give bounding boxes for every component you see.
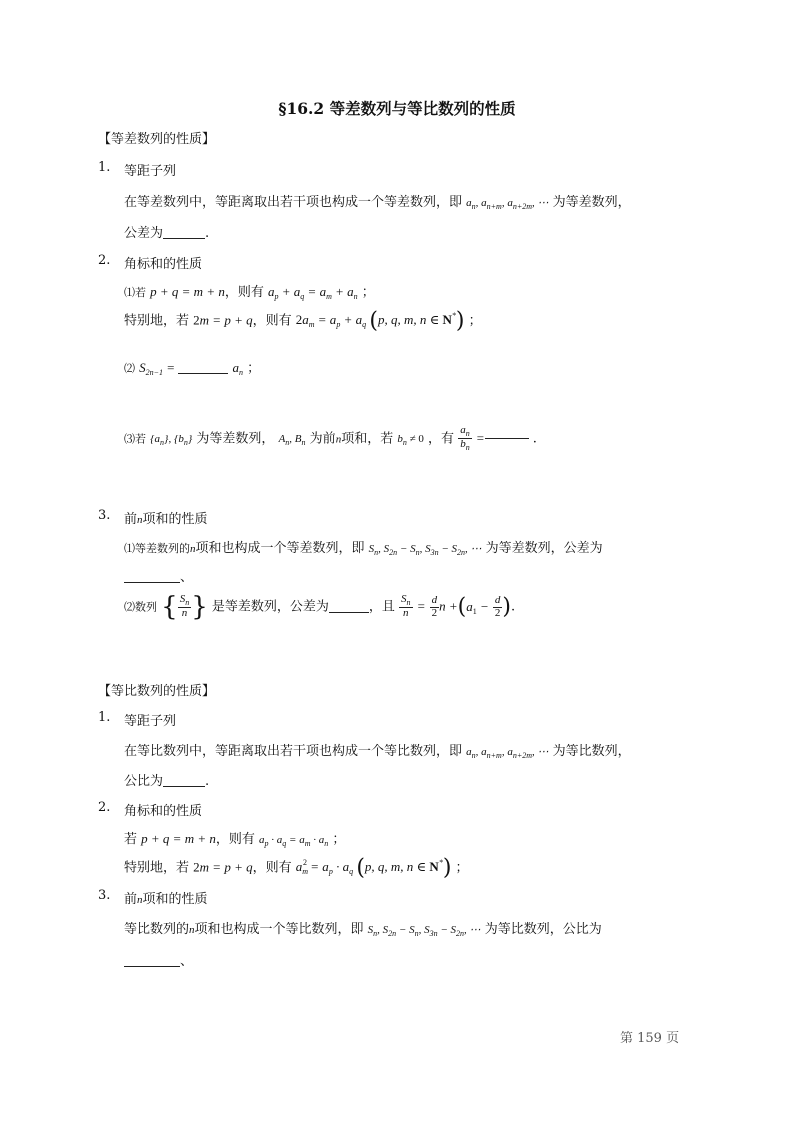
formula-subsequence: $a_n$, $a_{n+m}$, $a_{n+2m}$, ⋯ xyxy=(466,746,549,760)
formula-sums: $A_n$, $B_n$ xyxy=(278,433,306,448)
page-number: 第 159 页 xyxy=(620,1031,680,1046)
answer-blank xyxy=(329,600,369,613)
answer-blank xyxy=(124,954,180,967)
item-heading-partial-sum xyxy=(124,508,208,527)
answer-blank xyxy=(124,570,180,583)
text: ⑵ xyxy=(124,362,135,375)
text: ，则有 xyxy=(252,860,292,876)
text: ，则有 xyxy=(252,313,292,329)
text: ，则有 xyxy=(215,832,255,847)
formula-condition: 2m = p + q xyxy=(193,312,253,328)
text: 若 xyxy=(124,832,138,847)
text: ⑵数列 xyxy=(124,600,157,614)
fraction-sn-over-n: $\frac{S_n}{n}$ xyxy=(401,593,411,620)
answer-blank xyxy=(163,226,205,239)
formula-subsequence: $a_n$, $a_{n+m}$, $a_{n+2m}$, ⋯ xyxy=(466,197,549,211)
formula-n: n xyxy=(189,924,195,936)
text: ； xyxy=(468,313,482,329)
answer-blank xyxy=(163,774,205,787)
geo-partial-sum-1-cont xyxy=(124,950,193,969)
arith-index-sum-3 xyxy=(124,425,537,453)
text: ，则有 xyxy=(224,285,264,300)
text: 为等差数列， xyxy=(196,431,275,447)
text: ⑴等差数列的 xyxy=(124,542,190,555)
item-heading-index-sum: 角标和的性质 xyxy=(124,257,203,272)
section-heading-arithmetic: 【等差数列的性质】 xyxy=(98,132,216,147)
text: 前 xyxy=(124,892,138,907)
formula-segment-sums: $S_n$, $S_{2n} - S_n$, $S_{3n} - S_{2n}$, ⋯ xyxy=(368,543,482,557)
text: ； xyxy=(332,832,346,847)
text: 项和的性质 xyxy=(142,512,208,527)
arith-partial-sum-2 xyxy=(124,592,515,622)
text: . xyxy=(511,599,516,615)
fraction-d-over-2: $\frac{d}{2}$ xyxy=(494,593,501,619)
item-number-1: 1. xyxy=(98,710,111,725)
left-brace: { xyxy=(161,592,178,622)
formula-condition: 2m = p + q xyxy=(193,859,253,875)
text: . xyxy=(532,431,537,447)
text: 特别地，若 xyxy=(124,860,190,876)
arith-equidistant-line1 xyxy=(124,191,631,211)
text: ； xyxy=(455,860,469,876)
fraction-sn-over-n: $\frac{S_n}{n}$ xyxy=(179,593,190,620)
item-heading-equidistant: 等距子列 xyxy=(124,714,177,729)
text: ⑴若 xyxy=(124,286,146,299)
arith-partial-sum-1 xyxy=(124,537,603,557)
formula-bn-nonzero: $b_n \ne 0$ xyxy=(397,433,424,448)
text: 在等差数列中，等距离取出若干项也构成一个等差数列，即 xyxy=(124,195,463,210)
geo-index-sum-1 xyxy=(124,828,345,848)
text: 、 xyxy=(180,570,194,585)
formula-equals: = xyxy=(475,430,485,446)
arith-index-sum-1 xyxy=(124,281,375,301)
text: 为等差数列，公差为 xyxy=(485,541,603,556)
answer-blank xyxy=(178,361,228,374)
formula-s2n-1: $S_{2n-1}$ = xyxy=(139,360,179,377)
item-number-2: 2. xyxy=(98,800,111,815)
formula-condition: p + q = m + n xyxy=(150,284,225,299)
text: 、 xyxy=(180,954,194,969)
formula-n: n xyxy=(190,543,196,555)
text: ，且 xyxy=(368,599,395,615)
formula-equals: = xyxy=(416,598,426,614)
text: 公比为 xyxy=(124,774,164,789)
text: . xyxy=(205,774,210,789)
item-heading-index-sum: 角标和的性质 xyxy=(124,804,203,819)
item-heading-partial-sum xyxy=(124,888,208,907)
text: 是等差数列，公差为 xyxy=(211,599,329,615)
text: . xyxy=(205,226,210,241)
text: ； xyxy=(247,361,261,376)
text: 为等比数列， xyxy=(552,744,631,759)
formula-n: n xyxy=(335,433,342,446)
text: ，有 xyxy=(428,431,455,447)
formula-result: $a_p \cdot a_q = a_m \cdot a_n$ xyxy=(259,834,329,848)
text: 为等差数列， xyxy=(552,195,631,210)
formula-result: $a_p + a_q = a_m + a_n$ xyxy=(268,284,358,301)
text: 为等比数列，公比为 xyxy=(484,922,602,937)
formula-sequences: $\{a_n\}$, $\{b_n\}$ xyxy=(150,433,193,448)
text: 前 xyxy=(124,512,138,527)
item-number-2: 2. xyxy=(98,253,111,268)
arith-index-sum-2 xyxy=(124,357,260,377)
text: 项和，若 xyxy=(341,431,394,447)
text: 项和的性质 xyxy=(142,892,208,907)
text: 为前 xyxy=(309,431,336,447)
fraction-d-over-2: $\frac{d}{2}$ xyxy=(431,593,438,619)
page-title: §16.2 等差数列与等比数列的性质 xyxy=(278,99,516,118)
geo-equidistant-line2 xyxy=(124,770,209,789)
text: 特别地，若 xyxy=(124,313,190,329)
left-paren: ( xyxy=(457,594,467,620)
formula-n: n xyxy=(137,894,143,906)
formula-a1-minus: $a_1$ − xyxy=(466,598,489,616)
answer-blank xyxy=(485,438,529,439)
item-number-3: 3. xyxy=(98,888,111,903)
formula-result: $2a_m = a_p + a_q$ (p, q, m, n ∈ N*) xyxy=(295,309,465,334)
formula-n: n xyxy=(137,514,143,526)
text: 项和也构成一个等差数列，即 xyxy=(195,541,365,556)
section-heading-geometric: 【等比数列的性质】 xyxy=(98,684,216,699)
text: 项和也构成一个等比数列，即 xyxy=(194,922,364,937)
geo-partial-sum-1 xyxy=(124,918,602,938)
geo-index-sum-special xyxy=(124,856,469,881)
item-number-3: 3. xyxy=(98,508,111,523)
formula-n-plus: n + xyxy=(439,598,458,614)
text: ； xyxy=(361,285,375,300)
item-number-1: 1. xyxy=(98,160,111,175)
formula-an: $a_n$ xyxy=(232,360,243,377)
text: 公差为 xyxy=(124,226,164,241)
text: ⑶若 xyxy=(124,432,146,446)
fraction-an-over-bn: $\frac{a_n}{b_n}$ xyxy=(460,424,470,453)
text: 在等比数列中，等距离取出若干项也构成一个等比数列，即 xyxy=(124,744,463,759)
arith-partial-sum-1-cont xyxy=(124,566,193,585)
right-brace: } xyxy=(191,592,208,622)
formula-condition: p + q = m + n xyxy=(141,831,216,846)
item-heading-equidistant: 等距子列 xyxy=(124,164,177,179)
arith-index-sum-special xyxy=(124,309,482,334)
formula-result: $a_m^2 = a_p \cdot a_q$ (p, q, m, n ∈ N*) xyxy=(295,856,452,881)
geo-equidistant-line1 xyxy=(124,740,631,760)
text: 等比数列的 xyxy=(124,922,190,937)
arith-equidistant-line2 xyxy=(124,222,209,241)
formula-segment-sums: $S_n$, $S_{2n} - S_n$, $S_{3n} - S_{2n}$, ⋯ xyxy=(367,924,481,938)
right-paren: ) xyxy=(502,594,511,620)
